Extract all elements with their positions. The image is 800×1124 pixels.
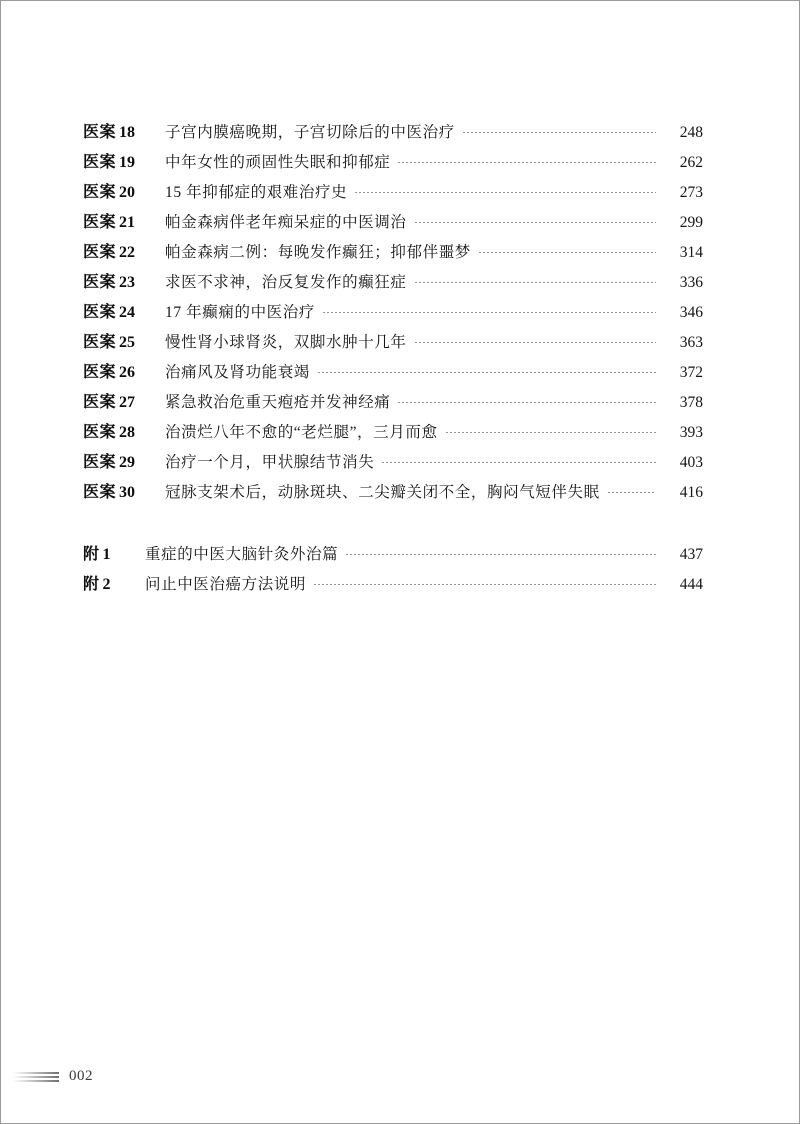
toc-entry-title: 求医不求神，治反复发作的癫狂症 [165, 274, 407, 291]
toc-entry-number: 22 [119, 244, 136, 261]
toc-entry-label [83, 239, 147, 262]
toc-entry-label-text: 医案 [83, 394, 117, 411]
footer-rule-ornament [13, 1072, 59, 1082]
toc-entry-label-text: 医案 [83, 424, 117, 441]
toc-leader-dots [322, 303, 656, 317]
toc-entry-label-text: 医案 [83, 154, 117, 171]
toc-entry-number: 25 [119, 334, 136, 351]
toc-entry[interactable] [83, 389, 703, 419]
toc-entry-page: 314 [679, 244, 703, 261]
toc-leader-dots [414, 333, 656, 347]
toc-entry-label-text: 医案 [83, 244, 117, 261]
toc-entry-page: 403 [679, 454, 703, 471]
toc-entry-number: 18 [119, 124, 136, 141]
toc-entry-label [83, 299, 147, 322]
toc-appendix-label-text: 附 [83, 546, 100, 563]
toc-entry-number: 23 [119, 274, 136, 291]
toc-leader-dots [397, 153, 656, 167]
toc-entry-page: 363 [679, 334, 703, 351]
toc-entry[interactable] [83, 119, 703, 149]
page-footer [13, 1068, 93, 1085]
toc-entry-label-text: 医案 [83, 274, 117, 291]
toc-leader-dots [478, 243, 656, 257]
toc-appendix-number: 1 [102, 546, 111, 563]
toc-entry-page: 262 [679, 154, 703, 171]
toc-entry[interactable] [83, 239, 703, 269]
toc-leader-dots [354, 183, 656, 197]
toc-leader-dots [313, 575, 656, 589]
toc-entry-title: 慢性肾小球肾炎，双脚水肿十几年 [165, 334, 407, 351]
toc-entry-title: 子宫内膜癌晚期，子宫切除后的中医治疗 [165, 124, 455, 141]
toc-entry-label [83, 119, 147, 142]
toc-leader-dots [607, 483, 656, 497]
toc-appendix-label-text: 附 [83, 576, 100, 593]
toc-entry-label-text: 医案 [83, 124, 117, 141]
toc-entry-title: 帕金森病伴老年痴呆症的中医调治 [165, 214, 407, 231]
toc-appendix-title: 重症的中医大脑针灸外治篇 [145, 546, 339, 563]
toc-appendix-label [83, 571, 131, 594]
toc-entry-label [83, 269, 147, 292]
toc-entry[interactable] [83, 179, 703, 209]
toc-leader-dots [414, 273, 656, 287]
toc-entry-label-text: 医案 [83, 364, 117, 381]
toc-entry-number: 21 [119, 214, 136, 231]
toc-entry[interactable] [83, 419, 703, 449]
toc-entry-label [83, 479, 147, 502]
toc-entry-label [83, 389, 147, 412]
toc-entry[interactable] [83, 299, 703, 329]
toc-entry-label [83, 419, 147, 442]
toc-entry-title: 治溃烂八年不愈的“老烂腿”，三月而愈 [165, 424, 438, 441]
toc-entry-page: 299 [679, 214, 703, 231]
toc-entry-number: 19 [119, 154, 136, 171]
footer-page-number: 002 [69, 1068, 93, 1084]
toc-entry-page: 336 [679, 274, 703, 291]
toc-entry-number: 24 [119, 304, 136, 321]
toc-leader-dots [345, 545, 656, 559]
toc-entry-number: 27 [119, 394, 136, 411]
toc-appendix-number: 2 [102, 576, 111, 593]
toc-entry[interactable] [83, 479, 703, 509]
toc-entry-number: 20 [119, 184, 136, 201]
toc-entry-page: 248 [679, 124, 703, 141]
toc-appendix-page: 444 [679, 576, 703, 593]
toc-entry[interactable] [83, 209, 703, 239]
toc-leader-dots [381, 453, 656, 467]
toc-entry[interactable] [83, 329, 703, 359]
toc-appendix-title: 问止中医治癌方法说明 [145, 576, 307, 593]
toc-entry[interactable] [83, 269, 703, 299]
toc-leader-dots [462, 123, 656, 137]
toc-entry-title: 治疗一个月，甲状腺结节消失 [165, 454, 375, 471]
toc-entry-title: 治痛风及肾功能衰竭 [165, 364, 310, 381]
toc-appendix-list [83, 541, 703, 601]
toc-entry-label [83, 449, 147, 472]
toc-entry-number: 29 [119, 454, 136, 471]
toc-entry[interactable] [83, 359, 703, 389]
toc-entry-page: 273 [679, 184, 703, 201]
toc-entry[interactable] [83, 449, 703, 479]
toc-entry-title: 帕金森病二例：每晚发作癫狂；抑郁伴噩梦 [165, 244, 471, 261]
toc-entry-label [83, 329, 147, 352]
toc-entry-label-text: 医案 [83, 454, 117, 471]
toc-entry-page: 393 [679, 424, 703, 441]
toc-case-list [83, 119, 703, 509]
toc-appendix-entry[interactable] [83, 571, 703, 601]
toc-leader-dots [414, 213, 656, 227]
toc-entry-page: 372 [679, 364, 703, 381]
toc-entry-label [83, 149, 147, 172]
toc-entry-label-text: 医案 [83, 304, 117, 321]
toc-entry-label [83, 179, 147, 202]
toc-entry-label [83, 209, 147, 232]
toc-entry-label-text: 医案 [83, 334, 117, 351]
toc-entry-title: 17 年癫痫的中医治疗 [165, 304, 315, 321]
toc-leader-dots [317, 363, 656, 377]
toc-entry-label-text: 医案 [83, 484, 117, 501]
toc-leader-dots [397, 393, 656, 407]
toc-appendix-label [83, 541, 131, 564]
table-of-contents [83, 119, 703, 601]
toc-entry-page: 416 [679, 484, 703, 501]
toc-entry-page: 346 [679, 304, 703, 321]
toc-entry-number: 26 [119, 364, 136, 381]
toc-entry-title: 中年女性的顽固性失眠和抑郁症 [165, 154, 391, 171]
toc-entry-label-text: 医案 [83, 214, 117, 231]
toc-entry-title: 冠脉支架术后，动脉斑块、二尖瓣关闭不全，胸闷气短伴失眠 [165, 484, 600, 501]
toc-entry-number: 30 [119, 484, 136, 501]
toc-entry-label [83, 359, 147, 382]
toc-entry-page: 378 [679, 394, 703, 411]
toc-appendix-page: 437 [679, 546, 703, 563]
toc-entry-title: 15 年抑郁症的艰难治疗史 [165, 184, 348, 201]
toc-appendix-entry[interactable] [83, 541, 703, 571]
toc-entry-label-text: 医案 [83, 184, 117, 201]
toc-leader-dots [445, 423, 656, 437]
toc-entry[interactable] [83, 149, 703, 179]
toc-entry-number: 28 [119, 424, 136, 441]
toc-entry-title: 紧急救治危重天疱疮并发神经痛 [165, 394, 391, 411]
